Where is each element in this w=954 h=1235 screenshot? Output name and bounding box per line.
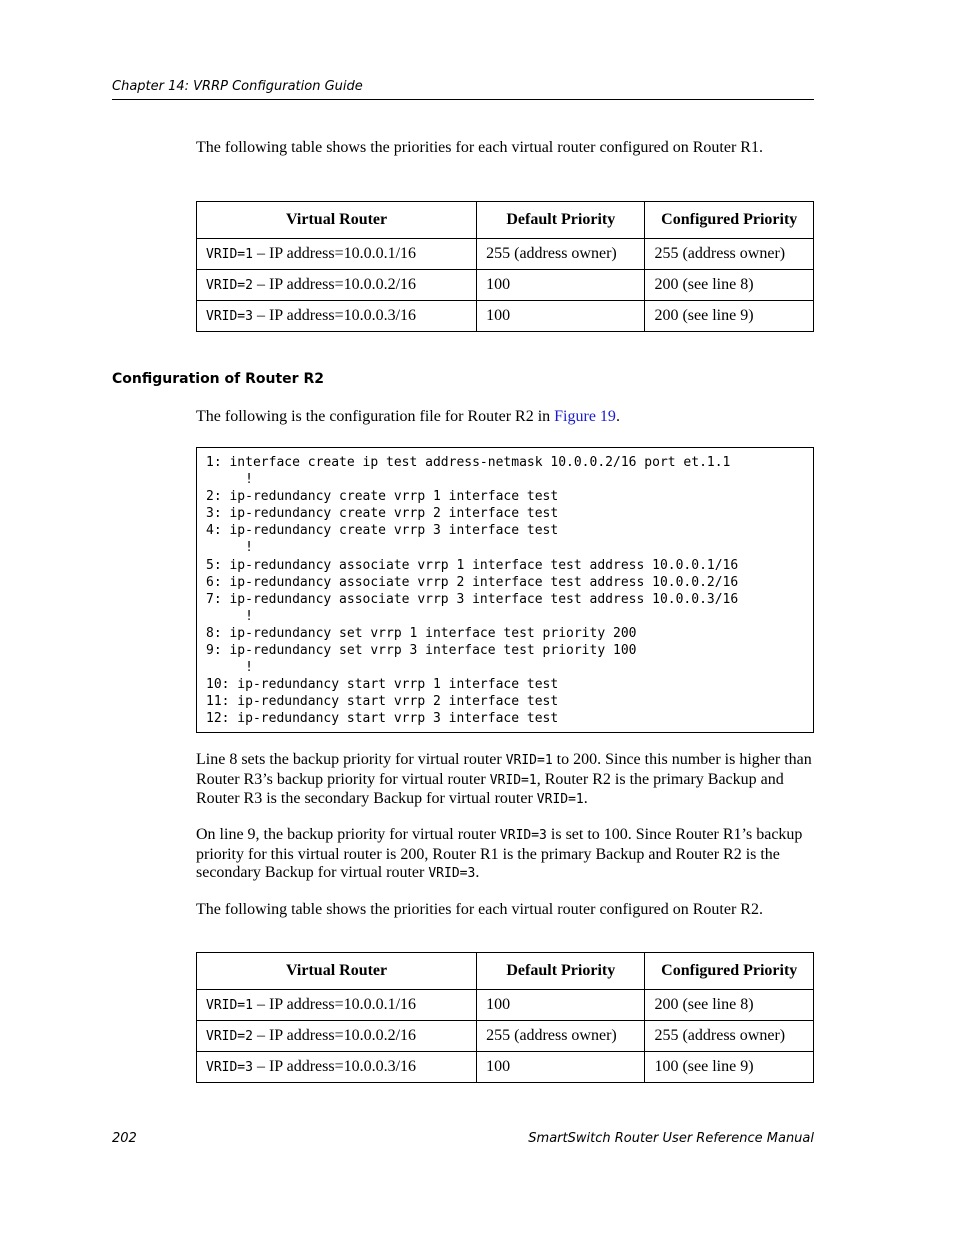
text: On line 9, the backup priority for virtual router (196, 826, 500, 843)
cell-configured-priority: 200 (see line 8) (645, 990, 814, 1021)
vrid-code: VRID=2 (206, 1029, 253, 1044)
intro-r2-paragraph: The following table shows the priorities for each virtual router configured on Router R2. (196, 901, 763, 918)
config-code-block (196, 447, 814, 733)
code-line: 10: ip-redundancy start vrrp 1 interface test (206, 677, 559, 693)
running-header: Chapter 14: VRRP Configuration Guide (112, 79, 814, 100)
table-row (197, 301, 814, 332)
code-line: ! (206, 540, 253, 556)
cell-default-priority: 100 (477, 990, 645, 1021)
header-default-priority: Default Priority (477, 202, 645, 239)
header-virtual-router: Virtual Router (197, 953, 477, 990)
cell-virtual-router (197, 239, 477, 270)
ip-text: – IP address=10.0.0.3/16 (252, 1058, 417, 1075)
vrid-code: VRID=1 (536, 792, 584, 808)
vrid-code: VRID=3 (206, 309, 253, 324)
code-line: 7: ip-redundancy associate vrrp 3 interface test address 10.0.0.3/16 (206, 591, 739, 607)
code-line: ! (206, 472, 253, 488)
cell-virtual-router (197, 1052, 477, 1083)
cell-configured-priority: 255 (address owner) (645, 239, 814, 270)
cell-configured-priority: 200 (see line 8) (645, 270, 814, 301)
code-line: 2: ip-redundancy create vrrp 1 interface test (206, 489, 559, 505)
vrid-code: VRID=3 (499, 828, 547, 843)
vrid-code: VRID=1 (206, 998, 253, 1013)
header-configured-priority: Configured Priority (645, 202, 814, 239)
cell-default-priority: 255 (address owner) (477, 1021, 645, 1052)
cell-configured-priority: 200 (see line 9) (645, 301, 814, 332)
config-intro-end: . (615, 408, 620, 425)
cell-virtual-router (197, 990, 477, 1021)
header-default-priority: Default Priority (477, 953, 645, 990)
config-intro-text: The following is the configuration file for Router R2 in (196, 408, 555, 425)
table-header-row (197, 953, 814, 990)
priority-table-r2 (196, 952, 814, 1083)
cell-virtual-router (197, 1021, 477, 1052)
ip-text: – IP address=10.0.0.1/16 (252, 996, 417, 1013)
code-line: 6: ip-redundancy associate vrrp 2 interface test address 10.0.0.2/16 (206, 574, 739, 590)
intro-r1-paragraph: The following table shows the priorities for each virtual router configured on Router R1. (196, 139, 763, 156)
section-heading: Configuration of Router R2 (112, 371, 324, 387)
code-line: ! (206, 660, 253, 676)
code-line: 5: ip-redundancy associate vrrp 1 interface test address 10.0.0.1/16 (206, 557, 739, 573)
table-header-row (197, 202, 814, 239)
line9-paragraph (196, 826, 816, 884)
cell-default-priority: 255 (address owner) (477, 239, 645, 270)
page-number: 202 (112, 1131, 137, 1146)
cell-virtual-router (197, 301, 477, 332)
code-line: 1: interface create ip test address-netmask 10.0.0.2/16 port et.1.1 (206, 455, 731, 470)
table-row (197, 1052, 814, 1083)
code-line: 12: ip-redundancy start vrrp 3 interface test (206, 711, 559, 727)
vrid-code: VRID=2 (206, 278, 253, 293)
vrid-code: VRID=1 (489, 772, 537, 788)
header-configured-priority: Configured Priority (645, 953, 814, 990)
table-row (197, 239, 814, 270)
line8-paragraph (196, 751, 816, 810)
code-line: 8: ip-redundancy set vrrp 1 interface test priority 200 (206, 625, 637, 641)
ip-text: – IP address=10.0.0.3/16 (252, 307, 417, 324)
ip-text: – IP address=10.0.0.2/16 (252, 276, 417, 293)
cell-default-priority: 100 (477, 301, 645, 332)
vrid-code: VRID=1 (505, 753, 553, 768)
config-intro-paragraph (196, 408, 816, 427)
text: is set to 100. Since Router R1’s backup priority for this virtual router is 200, Router R1 is the primary Backup and Router R2 is the secondary Backup for virtual router (196, 826, 803, 882)
figure-19-link[interactable]: Figure 19 (554, 408, 616, 425)
ip-text: – IP address=10.0.0.1/16 (252, 245, 417, 262)
code-line: 9: ip-redundancy set vrrp 3 interface test priority 100 (206, 643, 637, 659)
code-line: 4: ip-redundancy create vrrp 3 interface test (206, 523, 559, 539)
table-row (197, 270, 814, 301)
table-row (197, 1021, 814, 1052)
cell-configured-priority: 100 (see line 9) (645, 1052, 814, 1083)
cell-default-priority: 100 (477, 1052, 645, 1083)
vrid-code: VRID=1 (206, 247, 253, 262)
code-line: 11: ip-redundancy start vrrp 2 interface test (206, 694, 559, 710)
ip-text: – IP address=10.0.0.2/16 (252, 1027, 417, 1044)
priority-table-r1 (196, 201, 814, 332)
code-line: 3: ip-redundancy create vrrp 2 interface test (206, 506, 559, 522)
header-virtual-router: Virtual Router (197, 202, 477, 239)
text: , Router R2 is the primary Backup and Router R3 is the secondary Backup for virtual router (196, 770, 784, 808)
cell-default-priority: 100 (477, 270, 645, 301)
text: to 200. Since this number is higher than Router R3’s backup priority for virtual router (196, 751, 812, 788)
table-row (197, 990, 814, 1021)
cell-configured-priority: 255 (address owner) (645, 1021, 814, 1052)
text: Line 8 sets the backup priority for virtual router (196, 751, 506, 768)
text: . (583, 790, 588, 808)
code-line: ! (206, 608, 253, 624)
manual-title: SmartSwitch Router User Reference Manual (528, 1131, 814, 1146)
cell-virtual-router (197, 270, 477, 301)
vrid-code: VRID=3 (206, 1060, 253, 1075)
text: . (475, 864, 480, 882)
vrid-code: VRID=3 (428, 866, 476, 882)
